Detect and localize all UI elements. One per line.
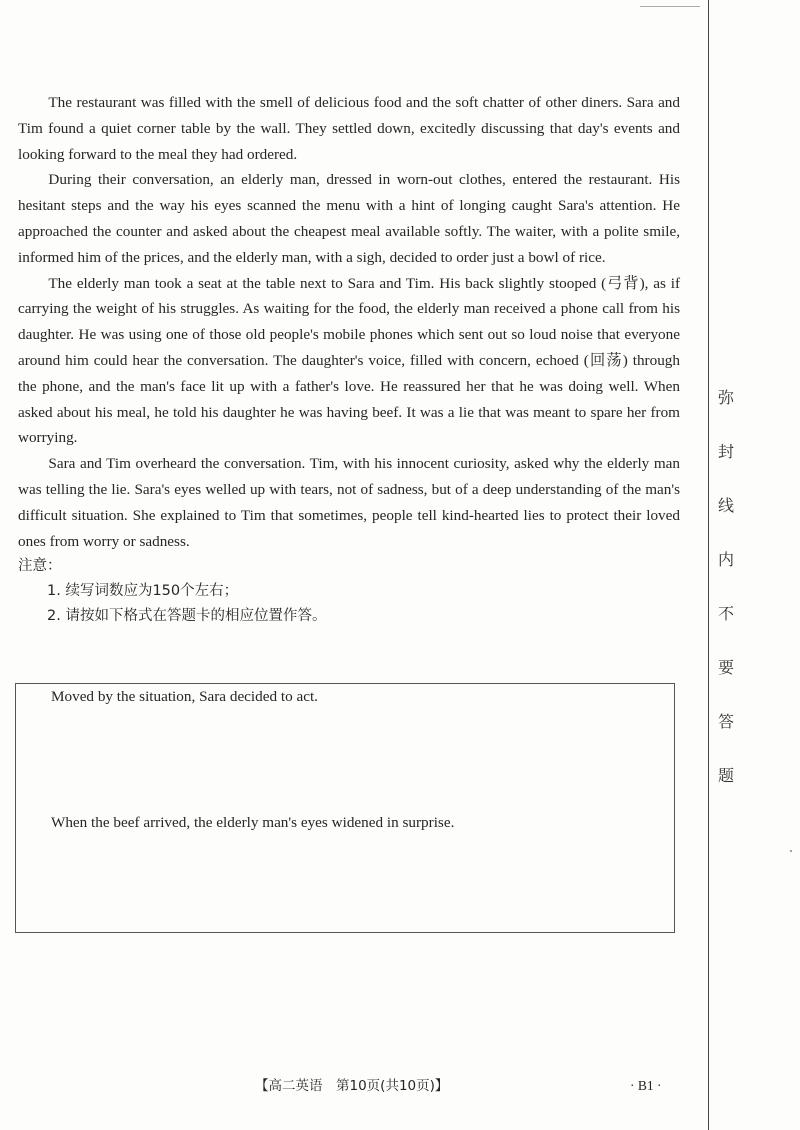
passage-paragraph-3: The elderly man took a seat at the table next to Sara and Tim. His back slightly stooped (弓背), as if carrying the weight of his struggles. As waiting for the food, the elderly man received a phone call from his daughter. He was using one of those old people's mobile phones which sent out so loud noise that everyone around him could hear the conversation. The daughter's voice, filled with concern, echoed (回荡) through the phone, and the man's face lit up with a father's love. He reassured her that he was doing well. When asked about his meal, he told his daughter he was having beef. It was a lie that was meant to spare her from worrying. (18, 274, 680, 447)
paragraph-1-opening: Moved by the situation, Sara decided to act. (51, 688, 318, 705)
page-code: · B1 · (630, 1078, 662, 1093)
passage-paragraph-1: The restaurant was filled with the smell of delicious food and the soft chatter of other diners. Sara and Tim found a quiet corner table by the wall. They settled down, excitedly discussing that day's events and looking forward to the meal they had ordered. (18, 94, 680, 163)
scan-speck (790, 850, 792, 852)
answer-box[interactable] (15, 683, 675, 933)
binding-char: 题 (717, 766, 734, 785)
passage-paragraph-4: Sara and Tim overheard the conversation. Tim, with his innocent curiosity, asked why the elderly man was telling the lie. Sara's eyes welled up with tears, not of sadness, but of a deep understanding of the man's difficult situation. She explained to Tim that sometimes, people tell kind-hearted lies to protect their loved ones from worry or sadness. (18, 455, 680, 550)
binding-line (708, 0, 709, 1130)
paragraph-2-opening: When the beef arrived, the elderly man's eyes widened in surprise. (51, 814, 455, 831)
binding-char: 弥 (717, 388, 734, 407)
binding-char: 答 (717, 712, 734, 731)
binding-char: 线 (717, 496, 734, 515)
binding-char: 内 (717, 550, 734, 569)
note-item-1: 1. 续写词数应为150个左右； (47, 583, 239, 600)
note-item-2: 2. 请按如下格式在答题卡的相应位置作答。 (47, 608, 327, 625)
binding-warning (712, 385, 740, 817)
page-footer: 【高二英语 第10页(共10页)】 (255, 1078, 449, 1094)
binding-char: 封 (717, 442, 734, 461)
passage-paragraph-2: During their conversation, an elderly man, dressed in worn-out clothes, entered the restaurant. His hesitant steps and the way his eyes scanned the menu with a hint of longing caught Sara's attention. He approached the counter and asked about the cheapest meal available softly. The waiter, with a polite smile, informed him of the prices, and the elderly man, with a sigh, decided to order just a bowl of rice. (18, 171, 680, 266)
top-rule (640, 6, 700, 7)
passage (18, 90, 680, 629)
notes-title: 注意： (18, 558, 62, 575)
binding-char: 不 (717, 604, 734, 623)
binding-char: 要 (717, 658, 734, 677)
